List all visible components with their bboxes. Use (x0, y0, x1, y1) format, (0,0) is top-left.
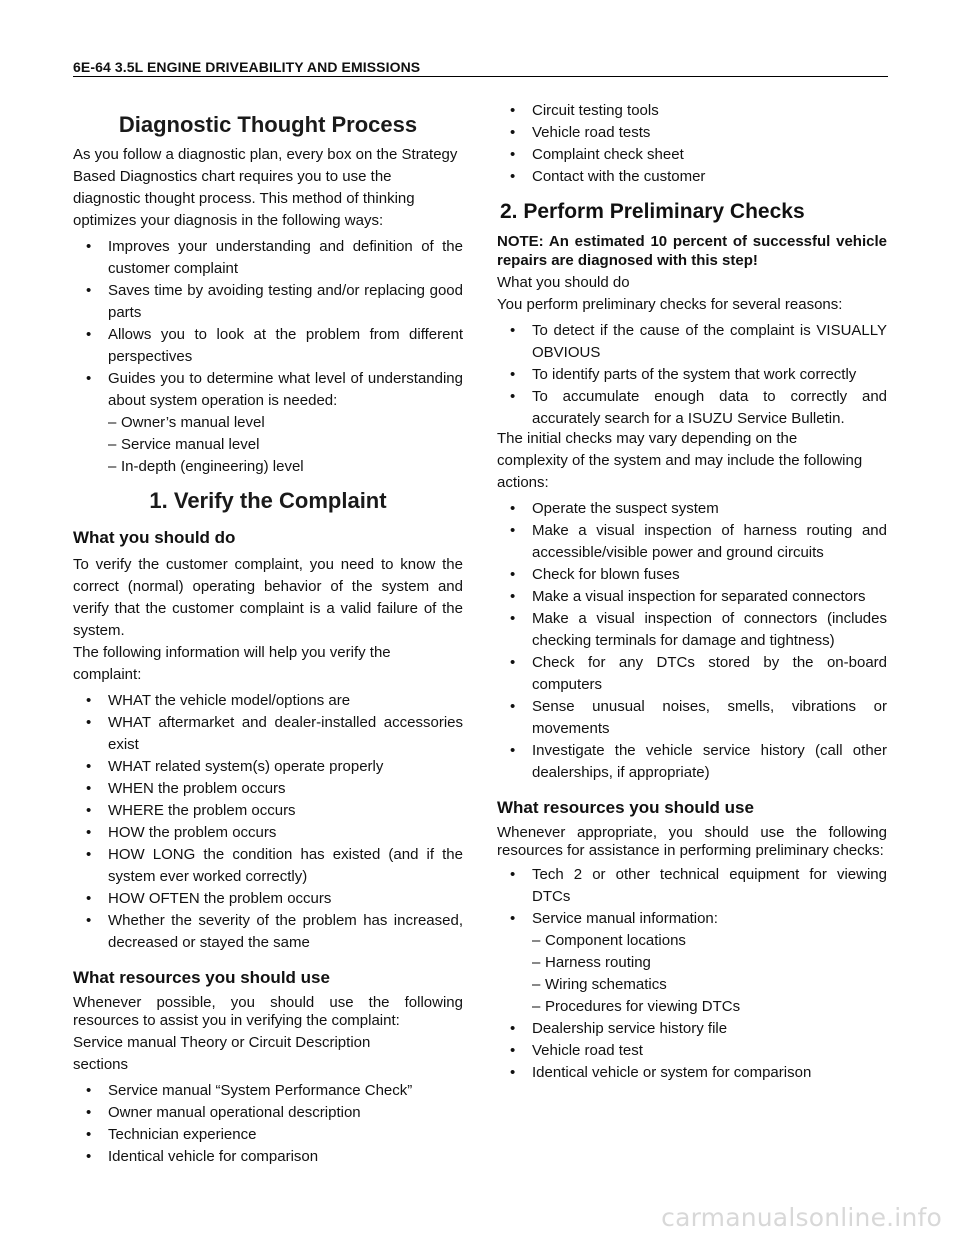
diagnostic-title: Diagnostic Thought Process (118, 112, 418, 137)
verify-paragraph: To verify the customer complaint, you need to know the correct (normal) operating behavior of the system and verify that the customer complaint is a valid failure of the system. (73, 556, 463, 639)
list-item: • WHAT related system(s) operate properly (73, 756, 463, 778)
resources-list-right-a (497, 864, 887, 930)
list-item: • HOW LONG the condition has existed (and if the system ever worked correctly) (73, 844, 463, 888)
list-item: • Check for any DTCs stored by the on-board computers (497, 652, 887, 696)
list-item: • Investigate the vehicle service history (call other dealerships, if appropriate) (497, 740, 887, 784)
reasons-intro: You perform preliminary checks for several reasons: (497, 296, 843, 313)
resources-heading-right: What resources you should use (497, 798, 754, 817)
list-item: • HOW the problem occurs (73, 822, 463, 844)
step1-title: 1. Verify the Complaint (149, 488, 387, 513)
list-item: • Improves your understanding and definition of the customer complaint (73, 236, 463, 280)
list-item: • Service manual information: (497, 908, 887, 930)
left-column (73, 86, 463, 1168)
list-item: • Whether the severity of the problem has increased, decreased or stayed the same (73, 910, 463, 954)
right-column (497, 100, 887, 1084)
list-item: • Operate the suspect system (497, 498, 887, 520)
list-item: • Make a visual inspection of connectors (includes checking terminals for damage and tightness) (497, 608, 887, 652)
reasons-list (497, 320, 887, 430)
list-item: • Circuit testing tools (497, 100, 887, 122)
list-item: • To identify parts of the system that work correctly (497, 364, 887, 386)
list-item: – Procedures for viewing DTCs (497, 996, 887, 1018)
resources-line1: Service manual Theory or Circuit Description (73, 1034, 371, 1051)
should-do-right: What you should do (497, 274, 630, 291)
list-item: • To accumulate enough data to correctly and accurately search for a ISUZU Service Bulletin. (497, 386, 887, 430)
list-item: • Vehicle road test (497, 1040, 887, 1062)
list-item: • Guides you to determine what level of understanding about system operation is needed: (73, 368, 463, 412)
list-item: • WHERE the problem occurs (73, 800, 463, 822)
list-item: • Tech 2 or other technical equipment for viewing DTCs (497, 864, 887, 908)
list-item: • WHAT aftermarket and dealer-installed accessories exist (73, 712, 463, 756)
list-item: • Vehicle road tests (497, 122, 887, 144)
initial-paragraph-1: The initial checks may vary depending on the (497, 430, 798, 447)
list-item: • Owner manual operational description (73, 1102, 463, 1124)
actions-list (497, 498, 887, 784)
resources-heading-left: What resources you should use (73, 968, 330, 987)
resources-intro-right: Whenever appropriate, you should use the following resources for assistance in performing preliminary checks: (497, 824, 887, 859)
list-item: • Saves time by avoiding testing and/or replacing good parts (73, 280, 463, 324)
step2-title: 2. Perform Preliminary Checks (500, 200, 805, 223)
list-item: • Complaint check sheet (497, 144, 887, 166)
list-item: – Wiring schematics (497, 974, 887, 996)
list-item: • Make a visual inspection of harness routing and accessible/visible power and ground circuits (497, 520, 887, 564)
list-item: – In-depth (engineering) level (73, 456, 463, 478)
should-do-heading: What you should do (73, 528, 236, 547)
list-item: – Harness routing (497, 952, 887, 974)
list-item: • Check for blown fuses (497, 564, 887, 586)
initial-paragraph-2: complexity of the system and may include the following actions: (497, 452, 863, 491)
list-item: • WHAT the vehicle model/options are (73, 690, 463, 712)
page-header-text: 6E-64 3.5L ENGINE DRIVEABILITY AND EMISSIONS (73, 59, 421, 75)
list-item: – Service manual level (73, 434, 463, 456)
list-item: – Component locations (497, 930, 887, 952)
watermark: carmanualsonline.info (661, 1203, 942, 1232)
list-item: • WHEN the problem occurs (73, 778, 463, 800)
list-item: • Allows you to look at the problem from different perspectives (73, 324, 463, 368)
info-list (73, 690, 463, 954)
list-item: • Dealership service history file (497, 1018, 887, 1040)
list-item: • Make a visual inspection for separated connectors (497, 586, 887, 608)
list-item: • Sense unusual noises, smells, vibrations or movements (497, 696, 887, 740)
list-item: • To detect if the cause of the complaint is VISUALLY OBVIOUS (497, 320, 887, 364)
list-item: – Owner’s manual level (73, 412, 463, 434)
note-paragraph: NOTE: An estimated 10 percent of successful vehicle repairs are diagnosed with this step! (497, 233, 887, 269)
list-item: • Identical vehicle for comparison (73, 1146, 463, 1168)
resources-intro-left: Whenever possible, you should use the following resources to assist you in verifying the complaint: (73, 994, 463, 1029)
verify-info-paragraph: The following information will help you verify the complaint: (73, 644, 391, 683)
resources-list-right-b (497, 1018, 887, 1084)
page-header (73, 58, 888, 77)
top-items-list (497, 100, 887, 188)
benefits-list (73, 236, 463, 412)
resources-list-left (73, 1080, 463, 1168)
intro-paragraph: As you follow a diagnostic plan, every box on the Strategy Based Diagnostics chart requires you to use the diagnostic thought process. This method of thinking optimizes your diagnosis in the following ways: (73, 146, 458, 229)
list-item: • Identical vehicle or system for comparison (497, 1062, 887, 1084)
list-item: • Contact with the customer (497, 166, 887, 188)
list-item: • HOW OFTEN the problem occurs (73, 888, 463, 910)
manual-sub-list (497, 930, 887, 1018)
resources-line2: sections (73, 1056, 129, 1073)
levels-list (73, 412, 463, 478)
list-item: • Service manual “System Performance Check” (73, 1080, 463, 1102)
list-item: • Technician experience (73, 1124, 463, 1146)
